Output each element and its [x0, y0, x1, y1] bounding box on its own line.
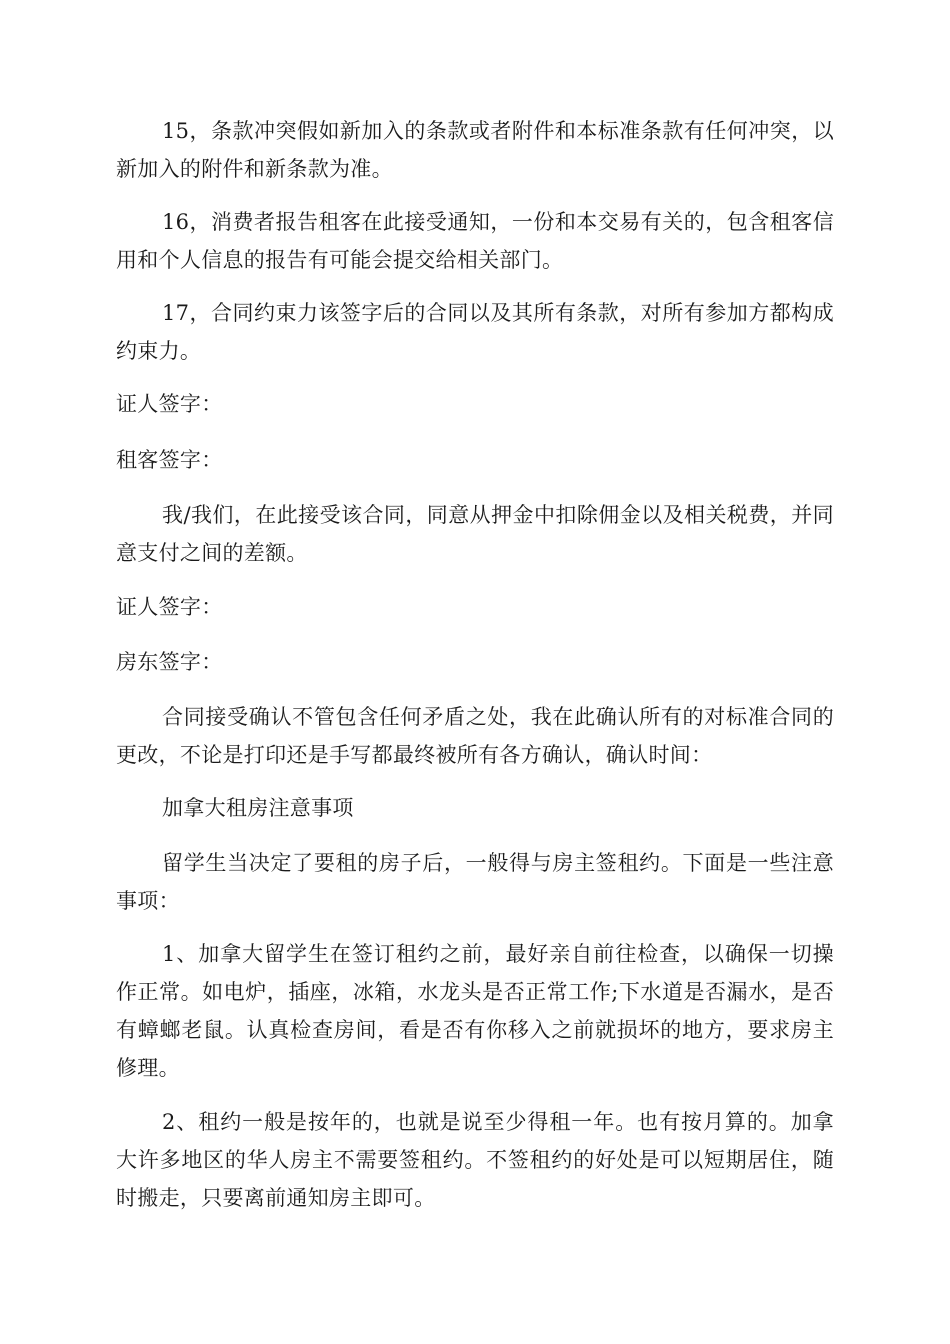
contract-confirmation-paragraph: 合同接受确认不管包含任何矛盾之处，我在此确认所有的对标准合同的更改，不论是打印还是手写都最终被所有各方确认，确认时间：	[116, 705, 834, 767]
tenant-signature-label: 租客签字：	[116, 448, 223, 472]
witness-signature-label-2: 证人签字：	[116, 595, 223, 619]
clause-16-consumer-report: 16，消费者报告租客在此接受通知，一份和本交易有关的，包含租客信用和个人信息的报告有可能会提交给相关部门。	[116, 210, 834, 272]
witness-signature-label-1: 证人签字：	[116, 392, 223, 416]
clause-17-binding-force: 17，合同约束力该签字后的合同以及其所有条款，对所有参加方都构成约束力。	[116, 301, 834, 363]
clause-15-conflict: 15，条款冲突假如新加入的条款或者附件和本标准条款有任何冲突，以新加入的附件和新条款为准。	[116, 119, 834, 181]
note-1-inspection: 1、加拿大留学生在签订租约之前，最好亲自前往检查，以确保一切操作正常。如电炉，插座，冰箱，水龙头是否正常工作;下水道是否漏水，是否有蟑螂老鼠。认真检查房间，看是否有你移入之前就损坏的地方，要求房主修理。	[116, 942, 834, 1080]
section-heading-canada-rental: 加拿大租房注意事项	[162, 796, 354, 820]
note-2-lease-term: 2、租约一般是按年的，也就是说至少得租一年。也有按月算的。加拿大许多地区的华人房主不需要签租约。不签租约的好处是可以短期居住，随时搬走，只要离前通知房主即可。	[116, 1110, 834, 1210]
intro-paragraph: 留学生当决定了要租的房子后，一般得与房主签租约。下面是一些注意事项：	[116, 851, 834, 913]
landlord-signature-label: 房东签字：	[116, 650, 223, 674]
tenant-acceptance-paragraph: 我/我们，在此接受该合同，同意从押金中扣除佣金以及相关税费，并同意支付之间的差额。	[116, 503, 834, 565]
